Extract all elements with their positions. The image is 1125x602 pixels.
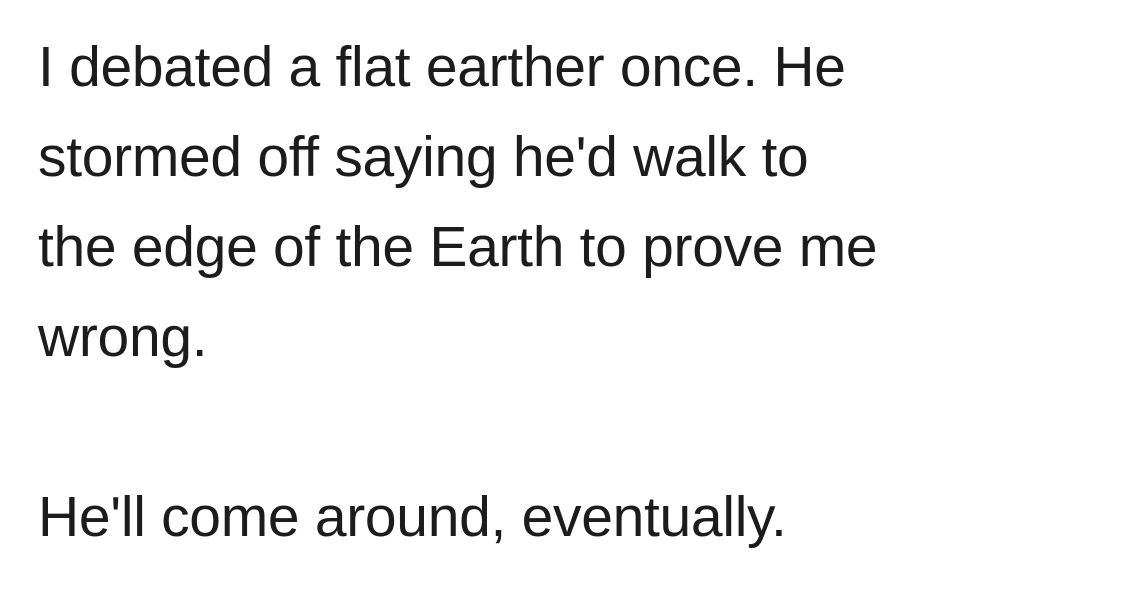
text-line: the edge of the Earth to prove me [38,215,878,279]
text-line: He'll come around, eventually. [38,485,787,549]
post-text [38,22,1108,562]
paragraph-spacer [38,382,1108,472]
post-paragraph-punchline [38,472,1108,562]
text-line: wrong. [38,305,208,369]
text-line: I debated a flat earther once. He [38,35,846,99]
post-paragraph-setup [38,22,1108,382]
text-line: stormed off saying he'd walk to [38,125,809,189]
